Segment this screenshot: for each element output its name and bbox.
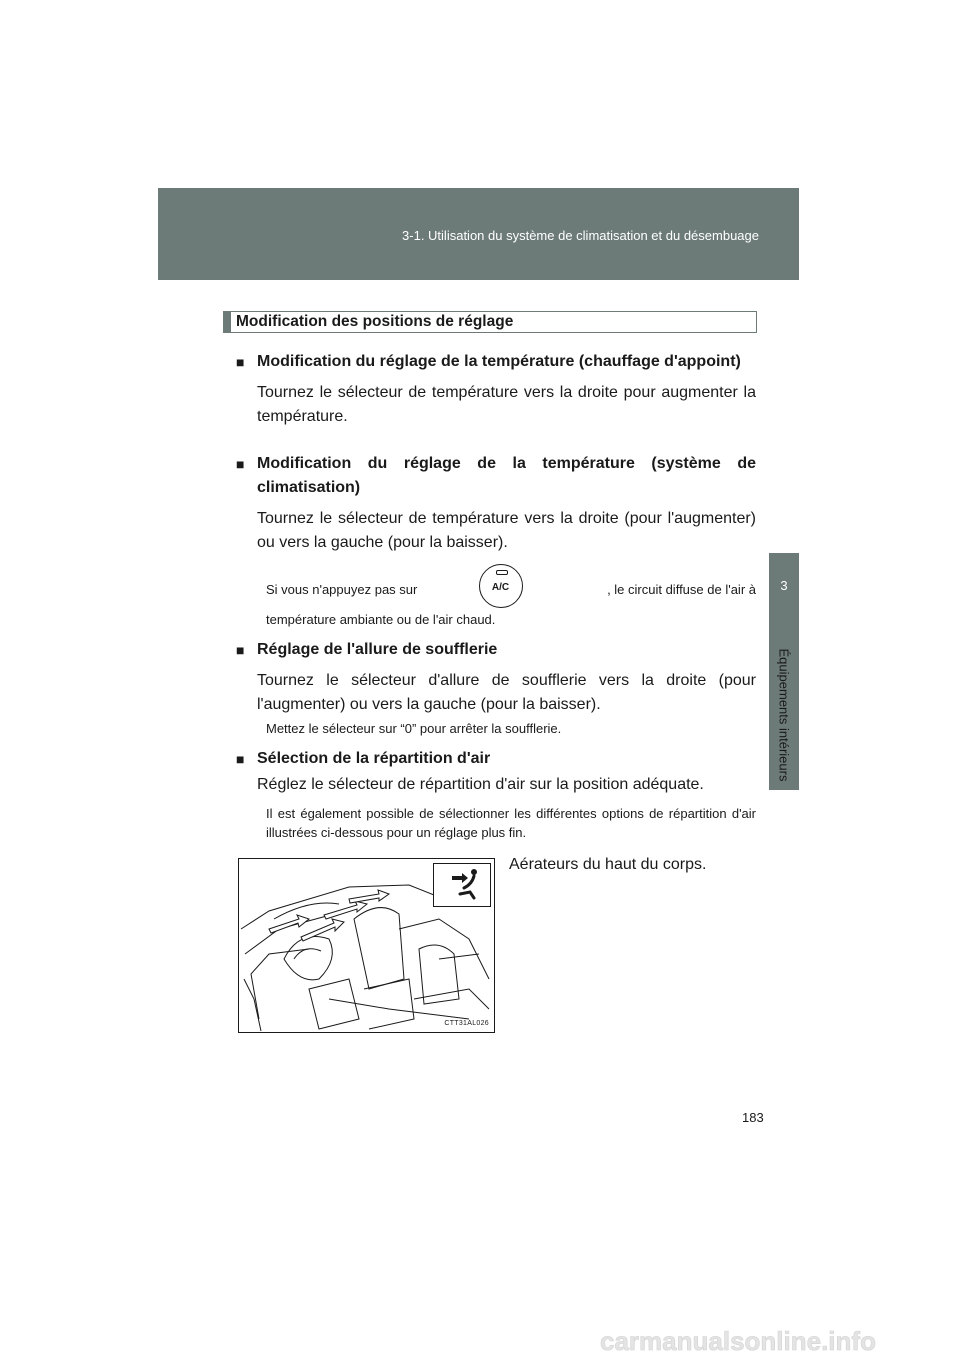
watermark bbox=[0, 1320, 960, 1358]
item-heading bbox=[236, 452, 756, 500]
item-body: Tournez le sélecteur de température vers la droite (pour l'augmenter) ou vers la gauche (pour la baisser). bbox=[257, 510, 756, 551]
watermark-text-svg bbox=[0, 1320, 960, 1358]
watermark-text: carmanualsonline.info bbox=[600, 1326, 876, 1356]
figure-caption: Aérateurs du haut du corps. bbox=[509, 856, 707, 873]
item-heading bbox=[236, 747, 756, 771]
item-heading-text: Modification du réglage de la température (chauffage d'appoint) bbox=[257, 353, 741, 370]
item-air-distribution bbox=[236, 747, 756, 797]
item-temperature-ac bbox=[236, 452, 756, 555]
note-ac-text-3: température ambiante ou de l'air chaud. bbox=[266, 612, 496, 627]
chapter-label: Équipements intérieurs bbox=[776, 648, 792, 782]
ac-button-label: A/C bbox=[491, 582, 510, 593]
item-blower bbox=[236, 638, 756, 717]
figure-code: CTT31AL026 bbox=[444, 1020, 489, 1027]
ac-button-icon bbox=[479, 564, 523, 608]
vent-mode-indicator bbox=[433, 863, 491, 907]
note-ac-text-2: , le circuit diffuse de l'air à bbox=[607, 582, 756, 597]
bullet-square-icon: ■ bbox=[236, 751, 245, 767]
item-body: Tournez le sélecteur d'allure de soufflerie vers la droite (pour l'augmenter) ou vers la gauche (pour la baisser). bbox=[257, 672, 756, 713]
figure-face-vents bbox=[238, 858, 495, 1033]
section-heading bbox=[223, 311, 757, 333]
section-heading-bar bbox=[224, 312, 231, 332]
section-title: Modification des positions de réglage bbox=[236, 313, 514, 330]
face-vent-icon bbox=[434, 864, 490, 906]
note-distribution: Il est également possible de sélectionner les différentes options de répartition d'air illustrées ci-dessous pour un réglage plus fin. bbox=[266, 806, 756, 840]
bullet-square-icon: ■ bbox=[236, 642, 245, 658]
chapter-section-title: 3-1. Utilisation du système de climatisation et du désembuage bbox=[402, 228, 759, 243]
item-heading-text: Sélection de la répartition d'air bbox=[257, 750, 491, 767]
note-blower: Mettez le sélecteur sur “0” pour arrêter la soufflerie. bbox=[266, 721, 562, 736]
item-heading bbox=[236, 350, 756, 374]
bullet-square-icon: ■ bbox=[236, 456, 245, 472]
page-number: 183 bbox=[742, 1110, 764, 1125]
chapter-label-wrap bbox=[777, 640, 791, 790]
item-body: Réglez le sélecteur de répartition d'air sur la position adéquate. bbox=[257, 776, 704, 793]
item-heading bbox=[236, 638, 756, 662]
note-ac-text-1: Si vous n'appuyez pas sur bbox=[266, 582, 418, 597]
header-band bbox=[158, 188, 799, 280]
item-temperature-heater bbox=[236, 350, 756, 429]
item-heading-text: Modification du réglage de la température (système de climatisation) bbox=[257, 455, 756, 496]
item-body: Tournez le sélecteur de température vers la droite pour augmenter la température. bbox=[257, 384, 756, 425]
bullet-square-icon: ■ bbox=[236, 354, 245, 370]
ac-indicator-icon bbox=[496, 570, 508, 575]
note-ac bbox=[266, 560, 756, 632]
item-heading-text: Réglage de l'allure de soufflerie bbox=[257, 641, 498, 658]
chapter-number: 3 bbox=[780, 578, 788, 593]
